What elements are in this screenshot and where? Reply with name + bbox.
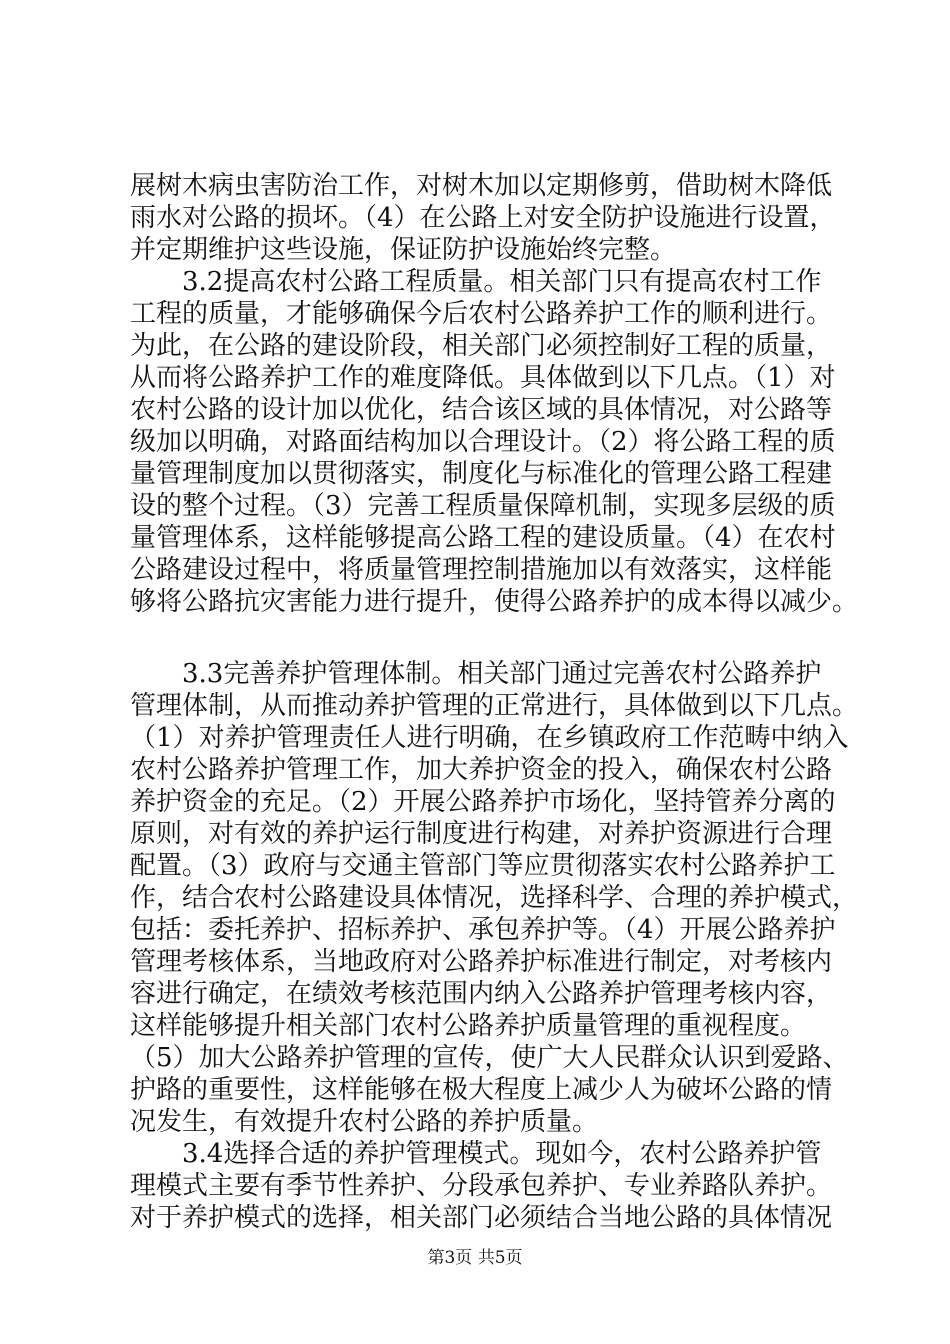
text-line: 级加以明确，对路面结构加以合理设计。（2）将公路工程的质 [130,427,836,457]
text-line: 理模式主要有季节性养护、分段承包养护、专业养路队养护。 [130,1171,833,1201]
text-line: 够将公路抗灾害能力进行提升，使得公路养护的成本得以减少。 [130,587,859,617]
text-line: 养护资金的充足。（2）开展公路养护市场化，坚持管养分离的 [130,787,836,817]
text-line: （5）加大公路养护管理的宣传，使广大人民群众认识到爱路、 [130,1043,849,1073]
text-line: 配置。（3）政府与交通主管部门等应贯彻落实农村公路养护工 [130,851,836,881]
text-line: 量管理体系，这样能够提高公路工程的建设质量。（4）在农村 [130,523,836,553]
text-line: 设的整个过程。（3）完善工程质量保障机制，实现多层级的质 [130,491,836,521]
text-line: 量管理制度加以贯彻落实，制度化与标准化的管理公路工程建 [130,459,833,489]
page-footer: 第3页 共5页 [427,1248,523,1268]
section-3-2-heading-line: 3.2提高农村公路工程质量。相关部门只有提高农村工作 [182,267,822,297]
document-body [130,170,859,1234]
text-line: 作，结合农村公路建设具体情况，选择科学、合理的养护模式， [130,883,859,913]
text-line: 原则，对有效的养护运行制度进行构建，对养护资源进行合理 [130,819,833,849]
text-line: 这样能够提升相关部门农村公路养护质量管理的重视程度。 [130,1011,807,1041]
text-line: 对于养护模式的选择，相关部门必须结合当地公路的具体情况 [130,1203,833,1233]
text-line: 农村公路养护管理工作，加大养护资金的投入，确保农村公路 [130,755,833,785]
text-line: 管理体制，从而推动养护管理的正常进行，具体做到以下几点。 [130,691,859,721]
text-line: 况发生，有效提升农村公路的养护质量。 [130,1107,599,1137]
text-line: 护路的重要性，这样能够在极大程度上减少人为破坏公路的情 [130,1075,833,1105]
section-3-3-heading-line: 3.3完善养护管理体制。相关部门通过完善农村公路养护 [182,659,822,689]
text-line: 雨水对公路的损坏。（4）在公路上对安全防护设施进行设置， [130,203,836,233]
paragraph-gap [130,618,850,658]
text-line: 包括：委托养护、招标养护、承包养护等。（4）开展公路养护 [130,915,836,945]
section-3-4-heading-line: 3.4选择合适的养护管理模式。现如今，农村公路养护管 [182,1139,822,1169]
text-line: 展树木病虫害防治工作，对树木加以定期修剪，借助树木降低 [130,171,833,201]
text-line: 管理考核体系，当地政府对公路养护标准进行制定，对考核内 [130,947,833,977]
text-line: 工程的质量，才能够确保今后农村公路养护工作的顺利进行。 [130,299,833,329]
text-line: 为此，在公路的建设阶段，相关部门必须控制好工程的质量， [130,331,833,361]
text-line: 并定期维护这些设施，保证防护设施始终完整。 [130,235,677,265]
text-line: 农村公路的设计加以优化，结合该区域的具体情况，对公路等 [130,395,833,425]
text-line: 从而将公路养护工作的难度降低。具体做到以下几点。（1）对 [130,363,836,393]
text-line: 公路建设过程中，将质量管理控制措施加以有效落实，这样能 [130,555,833,585]
text-line: （1）对养护管理责任人进行明确，在乡镇政府工作范畴中纳入 [130,723,849,753]
text-line: 容进行确定，在绩效考核范围内纳入公路养护管理考核内容， [130,979,833,1009]
